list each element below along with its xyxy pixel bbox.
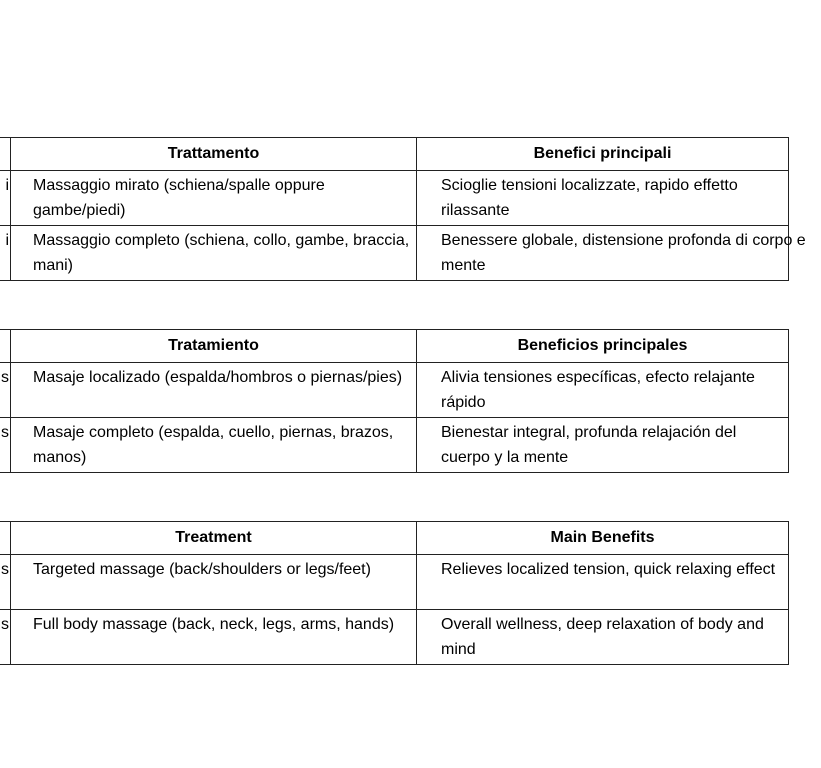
benefit-text: Alivia tensiones específicas, efecto relajante rápido (441, 369, 755, 411)
table-row (0, 363, 789, 418)
benefit-cell (417, 418, 789, 473)
table-row (0, 226, 789, 281)
benefit-cell (417, 171, 789, 226)
header-cell-lead (0, 522, 11, 555)
table-row (0, 418, 789, 473)
header-cell-lead (0, 138, 11, 171)
row-lead-cell: i (0, 171, 11, 226)
benefit-text: Benessere globale, distensione profonda di corpo e mente (441, 232, 806, 274)
benefit-cell (417, 610, 789, 665)
table-row (0, 171, 789, 226)
row-lead-cell: s (0, 418, 11, 473)
treatment-cell: Massaggio mirato (schiena/spalle oppure gambe/piedi) (11, 171, 417, 226)
row-lead-cell: i (0, 226, 11, 281)
treatment-cell: Full body massage (back, neck, legs, arms, hands) (11, 610, 417, 665)
benefit-text: Scioglie tensioni localizzate, rapido effetto rilassante (441, 177, 738, 219)
header-benefits: Benefici principali (417, 138, 789, 171)
header-row (0, 330, 789, 363)
benefit-text: Bienestar integral, profunda relajación del cuerpo y la mente (441, 424, 737, 466)
treatment-cell: Targeted massage (back/shoulders or legs/feet) (11, 555, 417, 610)
benefit-cell (417, 555, 789, 610)
table-spanish (0, 329, 789, 473)
benefit-cell (417, 226, 806, 281)
table-row (0, 610, 789, 665)
benefit-text: Overall wellness, deep relaxation of body and mind (441, 616, 764, 658)
header-row (0, 522, 789, 555)
treatment-cell: Masaje completo (espalda, cuello, piernas, brazos, manos) (11, 418, 417, 473)
treatment-cell: Massaggio completo (schiena, collo, gambe, braccia, mani) (11, 226, 417, 281)
table-english (0, 521, 789, 665)
header-cell-lead (0, 330, 11, 363)
row-lead-cell: s (0, 610, 11, 665)
row-lead-cell: s (0, 555, 11, 610)
header-benefits: Main Benefits (417, 522, 789, 555)
header-benefits: Beneficios principales (417, 330, 789, 363)
header-row (0, 138, 789, 171)
table-italian (0, 137, 806, 281)
table-row (0, 555, 789, 610)
benefit-cell (417, 363, 789, 418)
benefit-text: Relieves localized tension, quick relaxing effect (441, 561, 776, 578)
header-treatment: Trattamento (11, 138, 417, 171)
row-lead-cell: s (0, 363, 11, 418)
header-treatment: Tratamiento (11, 330, 417, 363)
treatment-cell: Masaje localizado (espalda/hombros o piernas/pies) (11, 363, 417, 418)
header-treatment: Treatment (11, 522, 417, 555)
